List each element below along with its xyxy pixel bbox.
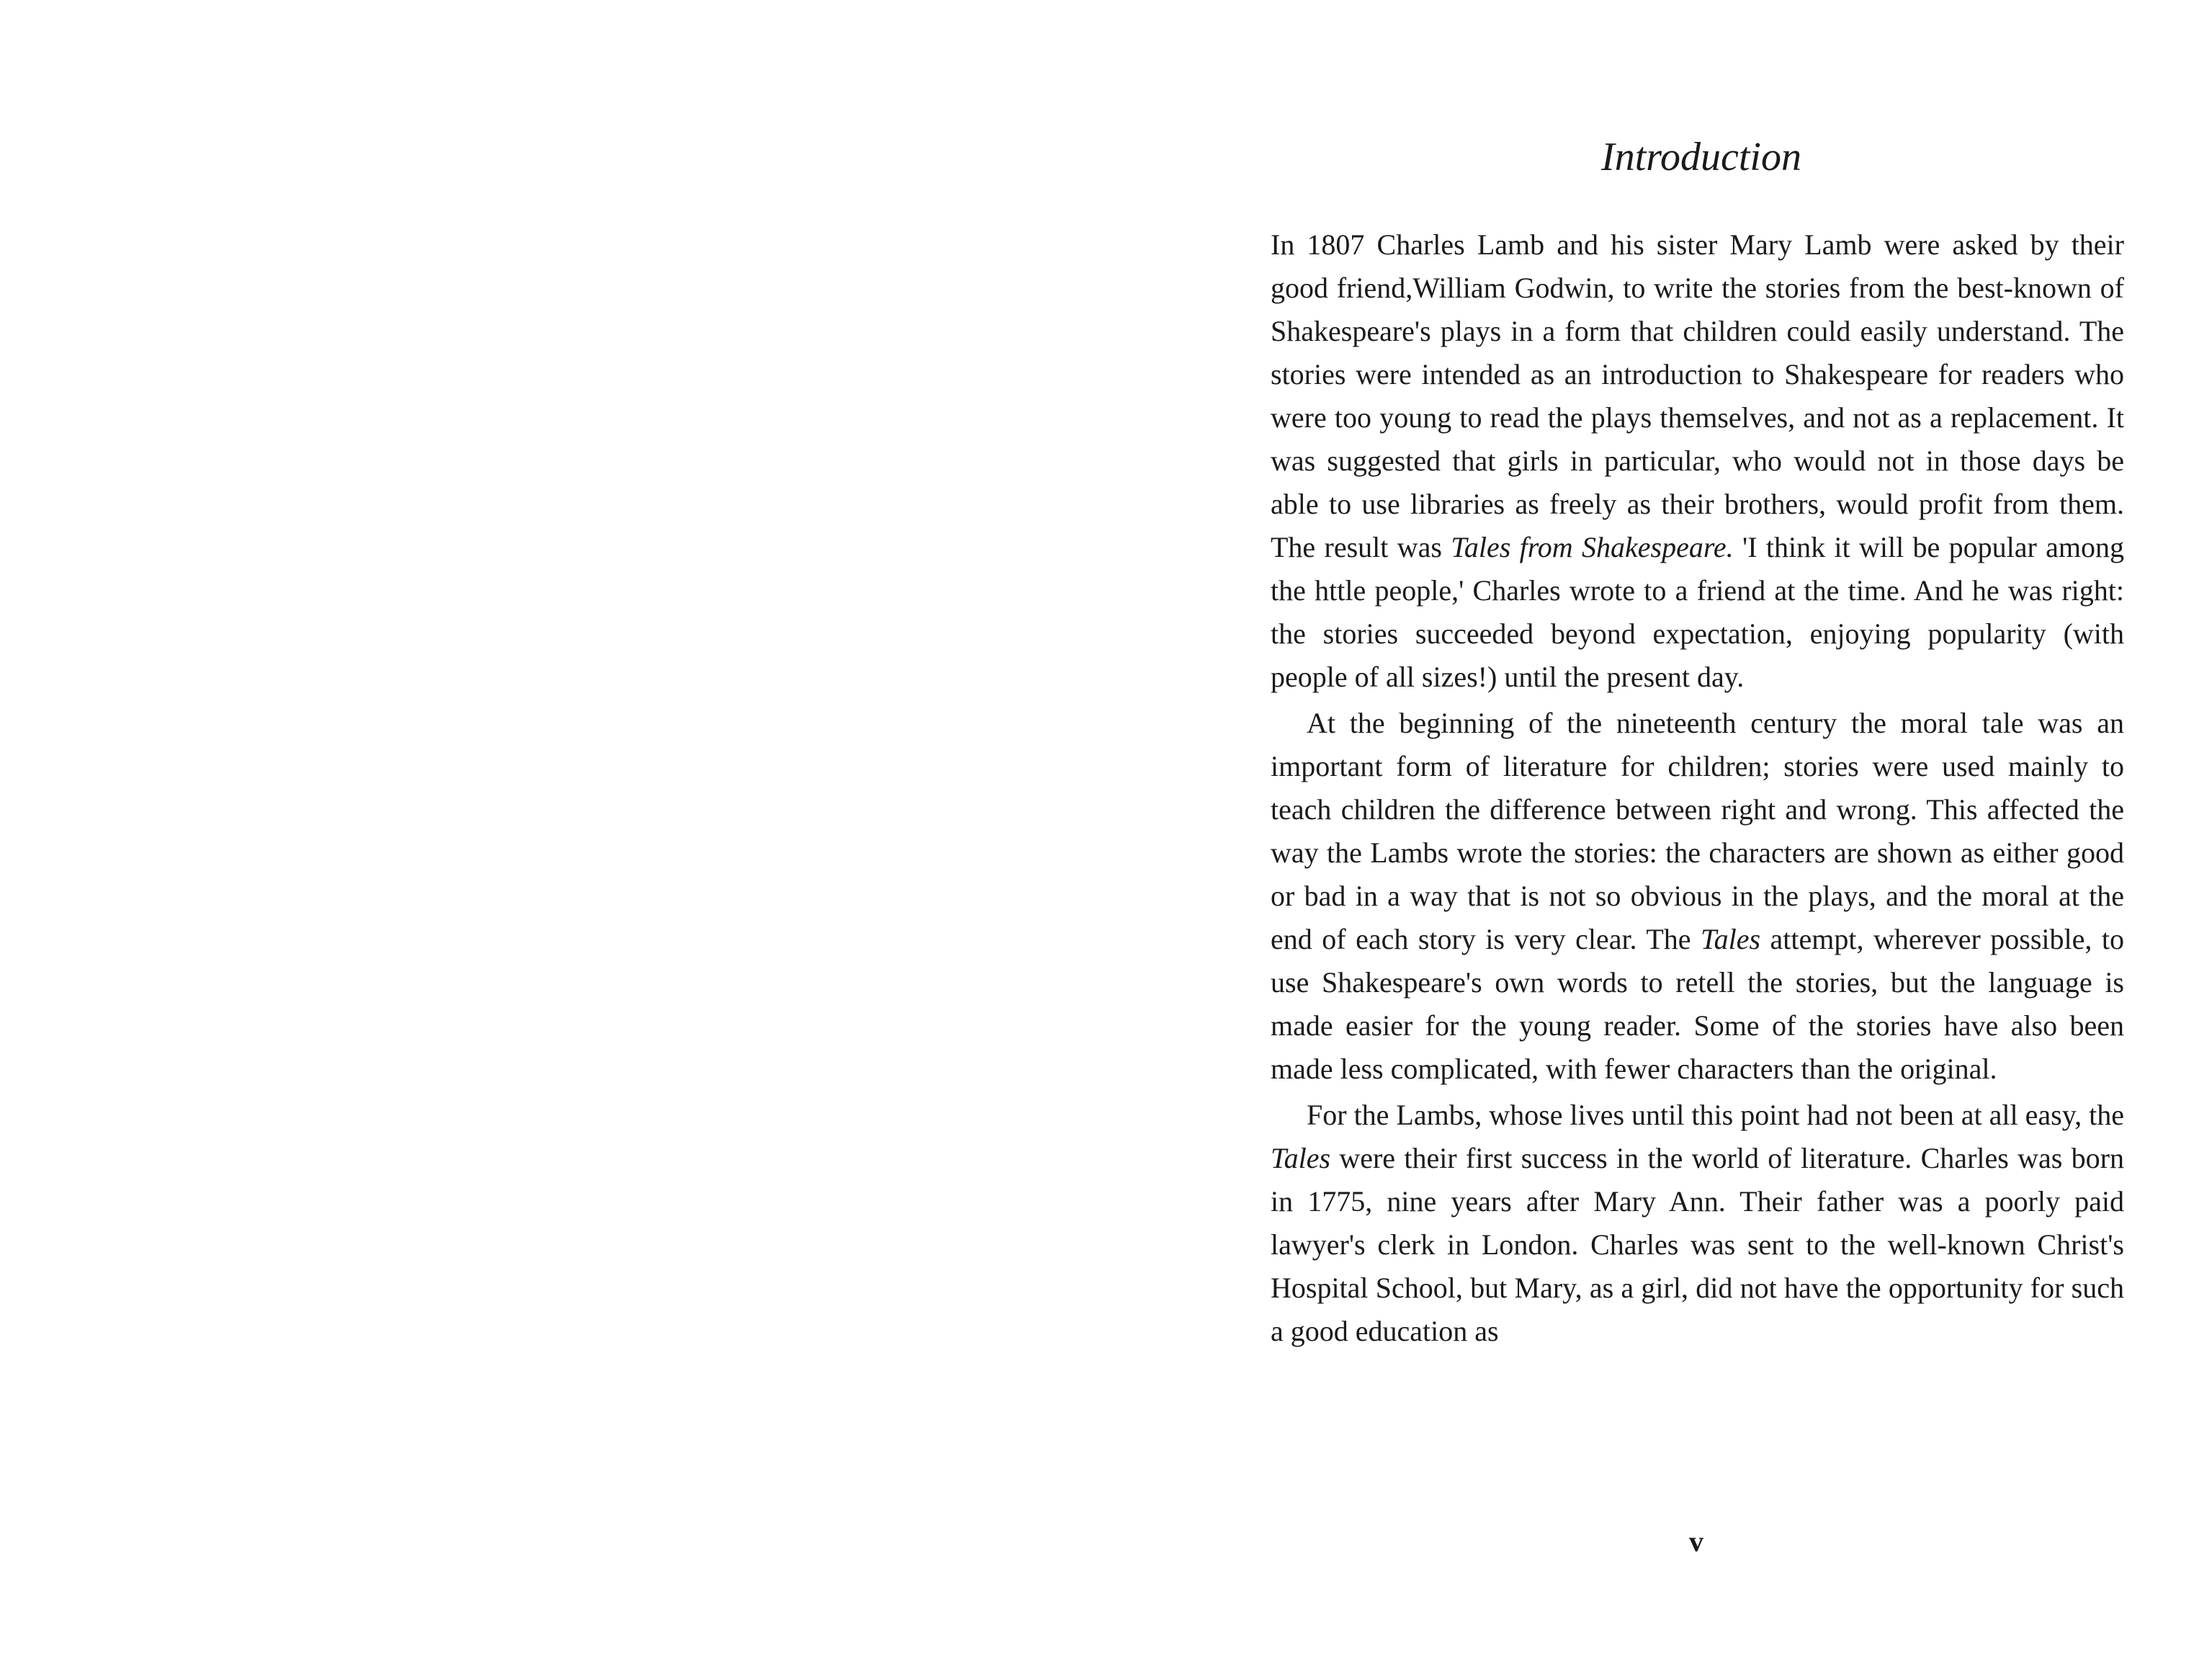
book-title-italic: Tales from Shakespeare. [1451,531,1734,563]
paragraph-2-text-a: At the beginning of the nineteenth century the moral tale was an important form of literature for children; stories were used mainly to teach children the difference between right and wrong. This affected the way the Lambs wrote the stories: the characters are shown as either good or bad in a way that is not so obvious in the plays, and the moral at the end of each story is very clear. The [1271,707,2124,955]
paragraph-2 [1271,702,2124,1091]
page-number: v [1689,1525,1703,1558]
page-title: Introduction [1601,135,1801,179]
paragraph-2-text-b: attempt, wherever possible, to use Shakespeare's own words to retell the stories, but the language is made easier for the young reader. Some of the stories have also been made less complicated, with fewer characters than the original. [1271,923,2124,1085]
paragraph-3-text-a: For the Lambs, whose lives until this point had not been at all easy, the [1307,1099,2124,1131]
paragraph-1-text-a: In 1807 Charles Lamb and his sister Mary Lamb were asked by their good friend,William Godwin, to write the stories from the best-known of Shakespeare's plays in a form that children could easily understand. The stories were intended as an introduction to Shakespeare for readers who were too young to read the plays themselves, and not as a replacement. It was suggested that girls in particular, who would not in those days be able to use libraries as freely as their brothers, would profit from them. The result was [1271,228,2124,563]
paragraph-1 [1271,223,2124,699]
tales-italic: Tales [1271,1142,1331,1174]
body-text [1271,223,2124,1353]
paragraph-3 [1271,1094,2124,1353]
tales-italic: Tales [1701,923,1761,955]
paragraph-1-text-b: 'I think it will be popular among the httle people,' Charles wrote to a friend at the time. And he was right: the stories succeeded beyond expectation, enjoying popularity (with people of all sizes!) until the present day. [1271,531,2124,693]
paragraph-3-text-b: were their first success in the world of literature. Charles was born in 1775, nine years after Mary Ann. Their father was a poorly paid lawyer's clerk in London. Charles was sent to the well-known Christ's Hospital School, but Mary, as a girl, did not have the opportunity for such a good education as [1271,1142,2124,1347]
